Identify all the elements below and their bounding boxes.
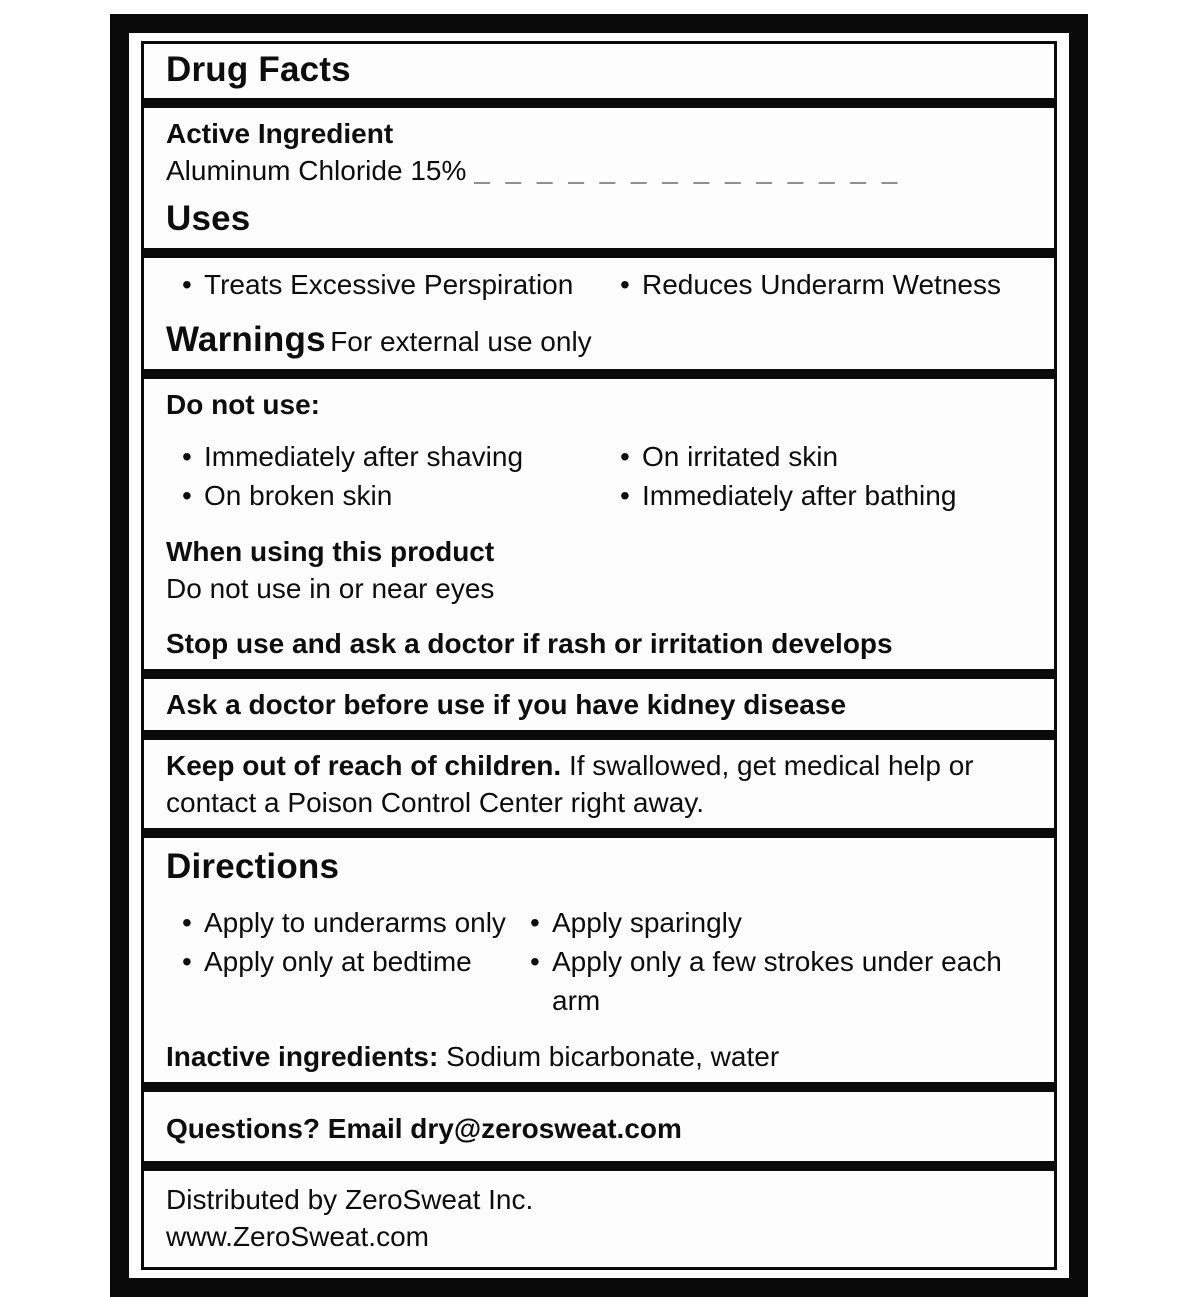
inactive-ingredients-text: Sodium bicarbonate, water bbox=[446, 1041, 780, 1072]
do-not-use-heading: Do not use: bbox=[166, 389, 320, 420]
list-item bbox=[182, 437, 620, 476]
list-item-label: On broken skin bbox=[204, 480, 393, 511]
spacer bbox=[166, 607, 1032, 625]
section-ask-doctor bbox=[144, 679, 1054, 730]
drug-facts-label bbox=[110, 14, 1088, 1297]
list-item-label: Reduces Underarm Wetness bbox=[642, 269, 1001, 300]
questions-text: Questions? Email dry@zerosweat.com bbox=[166, 1113, 682, 1144]
section-warnings-detail bbox=[144, 379, 1054, 669]
bullet-dot: • bbox=[620, 441, 630, 472]
drug-facts-heading: Drug Facts bbox=[166, 50, 351, 89]
list-item-label: Treats Excessive Perspiration bbox=[204, 269, 574, 300]
stop-use-text: Stop use and ask a doctor if rash or irritation develops bbox=[166, 628, 893, 659]
keep-out-bold: Keep out of reach of children. bbox=[166, 750, 562, 781]
list-item bbox=[530, 942, 1032, 1020]
keep-out-paragraph bbox=[166, 747, 1032, 821]
bullet-dot: • bbox=[182, 269, 192, 300]
directions-bullets-left bbox=[182, 903, 530, 1020]
list-item bbox=[620, 265, 1001, 304]
do-not-use-bullet-row bbox=[182, 437, 1032, 515]
bullet-dot: • bbox=[530, 946, 540, 977]
section-title bbox=[144, 44, 1054, 98]
spacer bbox=[166, 889, 1032, 903]
list-item bbox=[182, 942, 530, 981]
spacer bbox=[166, 515, 1032, 533]
list-item-label: Apply to underarms only bbox=[204, 907, 506, 938]
bullet-dot: • bbox=[620, 480, 630, 511]
list-item bbox=[530, 903, 1032, 942]
section-questions bbox=[144, 1092, 1054, 1161]
list-item-label: Apply sparingly bbox=[552, 907, 742, 938]
list-item-label: On irritated skin bbox=[642, 441, 839, 472]
section-directions bbox=[144, 838, 1054, 1082]
when-using-heading: When using this product bbox=[166, 536, 495, 567]
section-keep-out bbox=[144, 740, 1054, 828]
section-active-ingredient bbox=[144, 108, 1054, 248]
uses-bullet-row bbox=[182, 265, 1032, 304]
bullet-dot: • bbox=[182, 946, 192, 977]
list-item bbox=[182, 476, 620, 515]
list-item bbox=[182, 903, 530, 942]
active-ingredient-heading: Active Ingredient bbox=[166, 118, 394, 149]
active-ingredient-line bbox=[166, 152, 1032, 189]
bullet-dot: • bbox=[620, 269, 630, 300]
section-distributor bbox=[144, 1171, 1054, 1267]
uses-heading: Uses bbox=[166, 199, 251, 238]
spacer bbox=[166, 304, 1032, 318]
warnings-subheading: For external use only bbox=[330, 326, 592, 357]
do-not-use-bullets-left bbox=[182, 437, 620, 515]
label-sections bbox=[141, 41, 1057, 1270]
when-using-text: Do not use in or near eyes bbox=[166, 573, 495, 604]
bullet-dot: • bbox=[182, 907, 192, 938]
section-uses-warnings bbox=[144, 258, 1054, 369]
dashed-fill-line: _ _ _ _ _ _ _ _ _ _ _ _ _ _ bbox=[474, 155, 902, 186]
inactive-ingredients-heading: Inactive ingredients: bbox=[166, 1041, 439, 1072]
list-item-label: Immediately after shaving bbox=[204, 441, 524, 472]
warnings-heading: Warnings bbox=[166, 320, 326, 359]
list-item-label: Apply only at bedtime bbox=[204, 946, 472, 977]
uses-bullets-left bbox=[182, 265, 620, 304]
do-not-use-bullets-right bbox=[620, 437, 956, 515]
inactive-ingredients-line bbox=[166, 1038, 1032, 1075]
list-item bbox=[182, 265, 620, 304]
ask-doctor-text: Ask a doctor before use if you have kidney disease bbox=[166, 689, 847, 720]
uses-bullets-right bbox=[620, 265, 1001, 304]
spacer bbox=[166, 1020, 1032, 1038]
spacer bbox=[166, 423, 1032, 437]
list-item bbox=[620, 437, 956, 476]
directions-bullets-right bbox=[530, 903, 1032, 1020]
active-ingredient-value: Aluminum Chloride 15% bbox=[166, 155, 467, 186]
spacer bbox=[166, 189, 1032, 197]
distributor-line1: Distributed by ZeroSweat Inc. bbox=[166, 1184, 534, 1215]
directions-heading: Directions bbox=[166, 847, 340, 886]
keep-out-text: If swallowed, get medical help or contact a Poison Control Center right away. bbox=[166, 750, 974, 818]
bullet-dot: • bbox=[530, 907, 540, 938]
bullet-dot: • bbox=[182, 480, 192, 511]
list-item-label: Immediately after bathing bbox=[642, 480, 957, 511]
distributor-line2: www.ZeroSweat.com bbox=[166, 1221, 429, 1252]
list-item bbox=[620, 476, 956, 515]
directions-bullet-row bbox=[182, 903, 1032, 1020]
warnings-lead-line bbox=[166, 318, 1032, 362]
bullet-dot: • bbox=[182, 441, 192, 472]
list-item-label: Apply only a few strokes under each arm bbox=[552, 946, 1002, 1016]
